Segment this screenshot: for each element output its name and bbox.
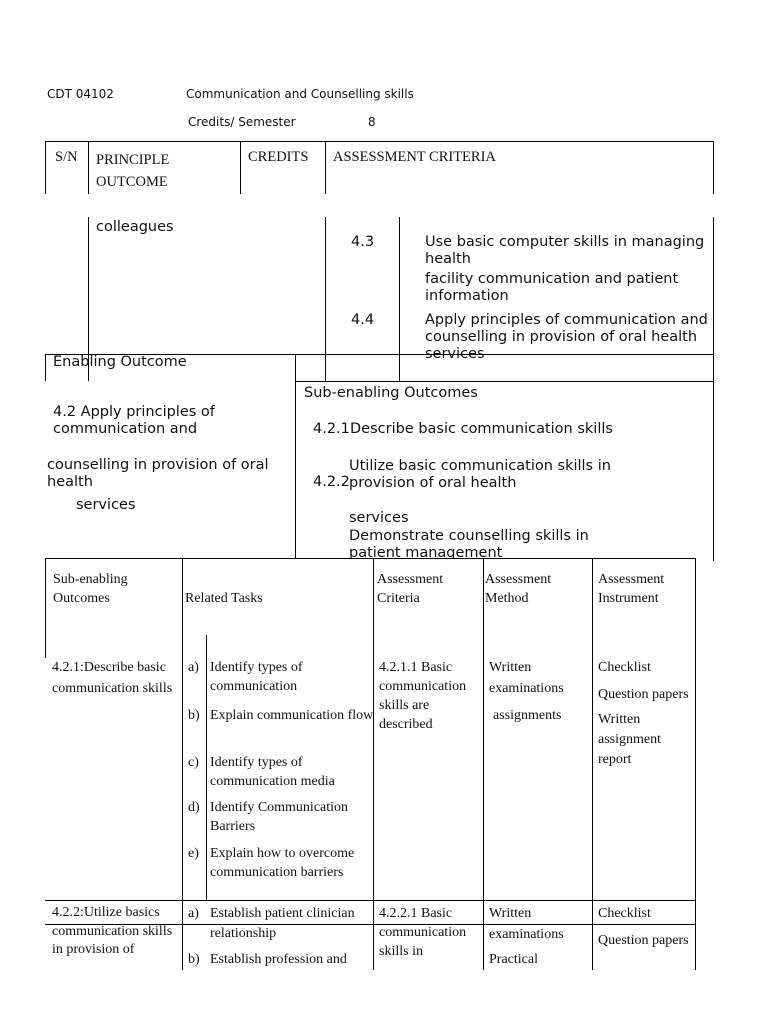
- criteria-text-4-4: Apply principles of communication and counselling in provision of oral health services: [425, 312, 708, 362]
- header-sub-enabling-outcomes: Sub-enabling Outcomes: [53, 572, 128, 606]
- row2-sub-outcome: 4.2.2:Utilize basics communication skills in provision of: [52, 905, 173, 957]
- sub-enabling-outcomes-header: Sub-enabling Outcomes: [304, 385, 478, 401]
- sub-outcome-text-4-2-2: Utilize basic communication skills in provision of oral health: [349, 458, 611, 491]
- sub-outcome-services: services: [349, 510, 409, 526]
- course-title: Communication and Counselling skills: [186, 87, 414, 101]
- credits-label: Credits/ Semester: [188, 115, 296, 129]
- enabling-outcome-header: Enabling Outcome: [53, 354, 187, 370]
- header-assessment-instrument: Assessment Instrument: [598, 572, 665, 606]
- row2-assessment-instrument: Checklist Question papers: [598, 906, 689, 948]
- header-related-tasks: Related Tasks: [185, 591, 263, 606]
- sub-outcome-number-4-2-2: 4.2.2: [313, 474, 350, 490]
- enabling-outcome-text-cont: counselling in provision of oral health: [47, 457, 269, 490]
- criteria-number-4-3: 4.3: [351, 234, 375, 250]
- row1-assessment-method: Written examinations assignments: [489, 660, 564, 723]
- sub-outcome-number-4-2-1: 4.2.1: [313, 421, 350, 437]
- sub-outcome-text-4-2-1: Describe basic communication skills: [350, 421, 613, 437]
- credits-value: 8: [368, 115, 376, 129]
- row2-task-list: a) Establish patient clinician relationship b) Establish profession and: [188, 906, 355, 967]
- col-sn-header: S/N: [55, 149, 78, 165]
- row1-task-list: a) Identify types of communication b) Explain communication flow c) Identify types of communication media d) Identify Communication Barriers e) Explain how to overcome communication barriers: [188, 660, 374, 880]
- col-principle-header: PRINCIPLE OUTCOME: [96, 152, 170, 190]
- continuation-outcome-text: colleagues: [96, 219, 174, 235]
- enabling-outcome-text: 4.2 Apply principles of communication and: [53, 404, 215, 437]
- col-credits-header: CREDITS: [248, 149, 309, 165]
- header-assessment-method: Assessment Method: [485, 572, 552, 606]
- criteria-number-4-4: 4.4: [351, 312, 375, 328]
- criteria-text-4-3: Use basic computer skills in managing health facility communication and patient information: [425, 234, 705, 304]
- row2-assessment-method: Written examinations Practical: [489, 906, 564, 967]
- header-assessment-criteria: Assessment Criteria: [377, 572, 444, 606]
- course-code: CDT 04102: [47, 87, 114, 101]
- col-assessment-header: ASSESSMENT CRITERIA: [333, 149, 496, 165]
- row1-sub-outcome: 4.2.1:Describe basic communication skills: [52, 660, 173, 696]
- row1-assessment-instrument: Checklist Question papers Written assignment report: [598, 660, 689, 767]
- row2-assessment-criteria: 4.2.2.1 Basic communication skills in: [379, 906, 467, 959]
- row1-assessment-criteria: 4.2.1.1 Basic communication skills are described: [379, 660, 467, 732]
- sub-outcome-counselling: Demonstrate counselling skills in patient management: [349, 528, 589, 559]
- enabling-outcome-services: services: [76, 497, 136, 513]
